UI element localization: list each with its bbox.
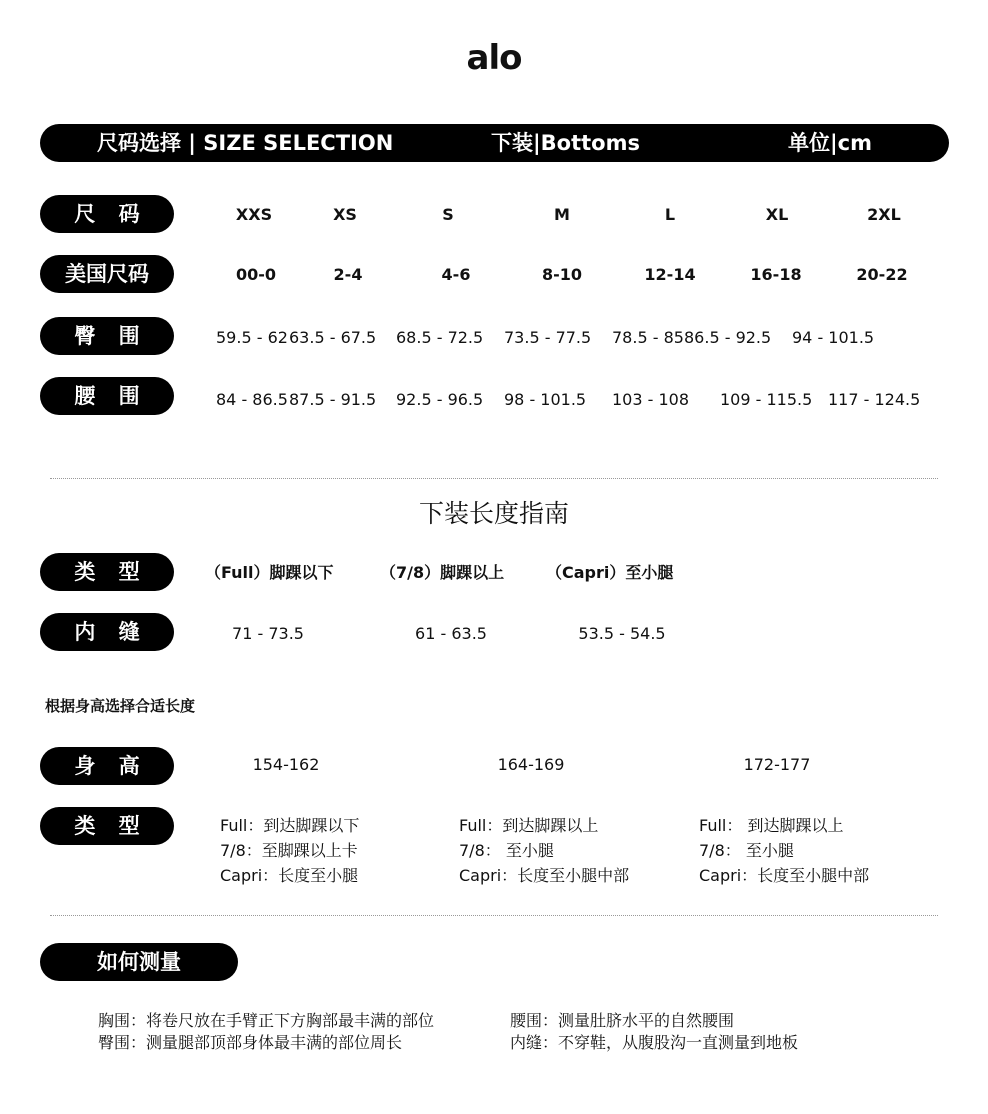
header-category: 下装|Bottoms <box>491 131 640 155</box>
height-type-line: Capri：长度至小腿中部 <box>699 866 870 885</box>
inseam-seven-eighths: 61 - 63.5 <box>415 624 487 643</box>
row-label-type: 类 型 <box>40 553 174 591</box>
waist-cell: 98 - 101.5 <box>504 390 587 409</box>
waist-cell: 87.5 - 91.5 <box>289 390 377 409</box>
measure-column <box>510 1010 798 1054</box>
us-size-cell: 2-4 <box>333 265 363 284</box>
us-size-cell: 00-0 <box>235 265 277 284</box>
measure-chest: 胸围：将卷尺放在手臂正下方胸部最丰满的部位 <box>98 1011 435 1030</box>
measure-inseam: 内缝：不穿鞋，从腹股沟一直测量到地板 <box>510 1033 799 1052</box>
waist-cell: 117 - 124.5 <box>828 390 921 409</box>
length-guide-title: 下装长度指南 <box>418 499 569 528</box>
hip-cell: 73.5 - 77.5 <box>504 328 592 347</box>
divider <box>50 915 938 916</box>
measure-column <box>98 1010 434 1054</box>
height-guide-note: 根据身高选择合适长度 <box>45 697 196 715</box>
inseam-full: 71 - 73.5 <box>232 624 304 643</box>
brand-logo: alo <box>466 38 522 78</box>
inseam-capri: 53.5 - 54.5 <box>578 624 666 643</box>
height-type-line: Full： 到达脚踝以上 <box>699 816 844 835</box>
height-range: 154-162 <box>252 755 320 774</box>
hip-cell: 68.5 - 72.5 <box>396 328 484 347</box>
size-cell: S <box>442 205 454 224</box>
header-size-selection: 尺码选择 | SIZE SELECTION <box>97 131 394 155</box>
us-size-cell: 20-22 <box>856 265 908 284</box>
height-type-column <box>699 813 869 888</box>
height-type-line: Full：到达脚踝以上 <box>459 816 599 835</box>
height-range: 164-169 <box>497 755 565 774</box>
hip-cell: 78.5 - 85 <box>612 328 684 347</box>
header-unit: 单位|cm <box>788 131 872 155</box>
height-type-line: 7/8：至脚踝以上卡 <box>220 841 358 860</box>
height-range: 172-177 <box>743 755 811 774</box>
hip-cell: 94 - 101.5 <box>792 328 875 347</box>
size-cell: L <box>664 205 676 224</box>
hip-cell: 63.5 - 67.5 <box>289 328 377 347</box>
type-full: （Full）脚踝以下 <box>205 563 334 582</box>
height-type-column <box>220 813 359 888</box>
hip-cell: 86.5 - 92.5 <box>684 328 772 347</box>
waist-cell: 109 - 115.5 <box>720 390 813 409</box>
how-to-measure-label: 如何测量 <box>40 943 238 981</box>
height-type-line: Capri：长度至小腿 <box>220 866 359 885</box>
us-size-cell: 4-6 <box>441 265 471 284</box>
waist-cell: 84 - 86.5 <box>216 390 288 409</box>
waist-cell: 103 - 108 <box>612 390 690 409</box>
row-label-waist: 腰 围 <box>40 377 174 415</box>
height-type-line: Capri：长度至小腿中部 <box>459 866 630 885</box>
waist-cell: 92.5 - 96.5 <box>396 390 484 409</box>
height-type-line: Full：到达脚踝以下 <box>220 816 360 835</box>
row-label-hip: 臀 围 <box>40 317 174 355</box>
measure-hip: 臀围：测量腿部顶部身体最丰满的部位周长 <box>98 1033 403 1052</box>
size-cell: XL <box>765 205 789 224</box>
row-label-height: 身 高 <box>40 747 174 785</box>
size-cell: XS <box>333 205 357 224</box>
size-selection-header <box>40 124 949 162</box>
height-type-column <box>459 813 629 888</box>
row-label-size: 尺 码 <box>40 195 174 233</box>
us-size-cell: 16-18 <box>750 265 802 284</box>
hip-cell: 59.5 - 62 <box>216 328 288 347</box>
us-size-cell: 8-10 <box>541 265 583 284</box>
row-label-type-by-height: 类 型 <box>40 807 174 845</box>
type-capri: （Capri）至小腿 <box>546 563 674 582</box>
size-cell: 2XL <box>867 205 901 224</box>
row-label-us-size: 美国尺码 <box>40 255 174 293</box>
height-type-line: 7/8： 至小腿 <box>699 841 794 860</box>
measure-waist: 腰围：测量肚脐水平的自然腰围 <box>510 1011 735 1030</box>
height-type-line: 7/8： 至小腿 <box>459 841 554 860</box>
divider <box>50 478 938 479</box>
row-label-inseam: 内 缝 <box>40 613 174 651</box>
type-seven-eighths: （7/8）脚踝以上 <box>380 563 505 582</box>
us-size-cell: 12-14 <box>644 265 696 284</box>
size-cell: M <box>554 205 570 224</box>
size-cell: XXS <box>235 205 273 224</box>
